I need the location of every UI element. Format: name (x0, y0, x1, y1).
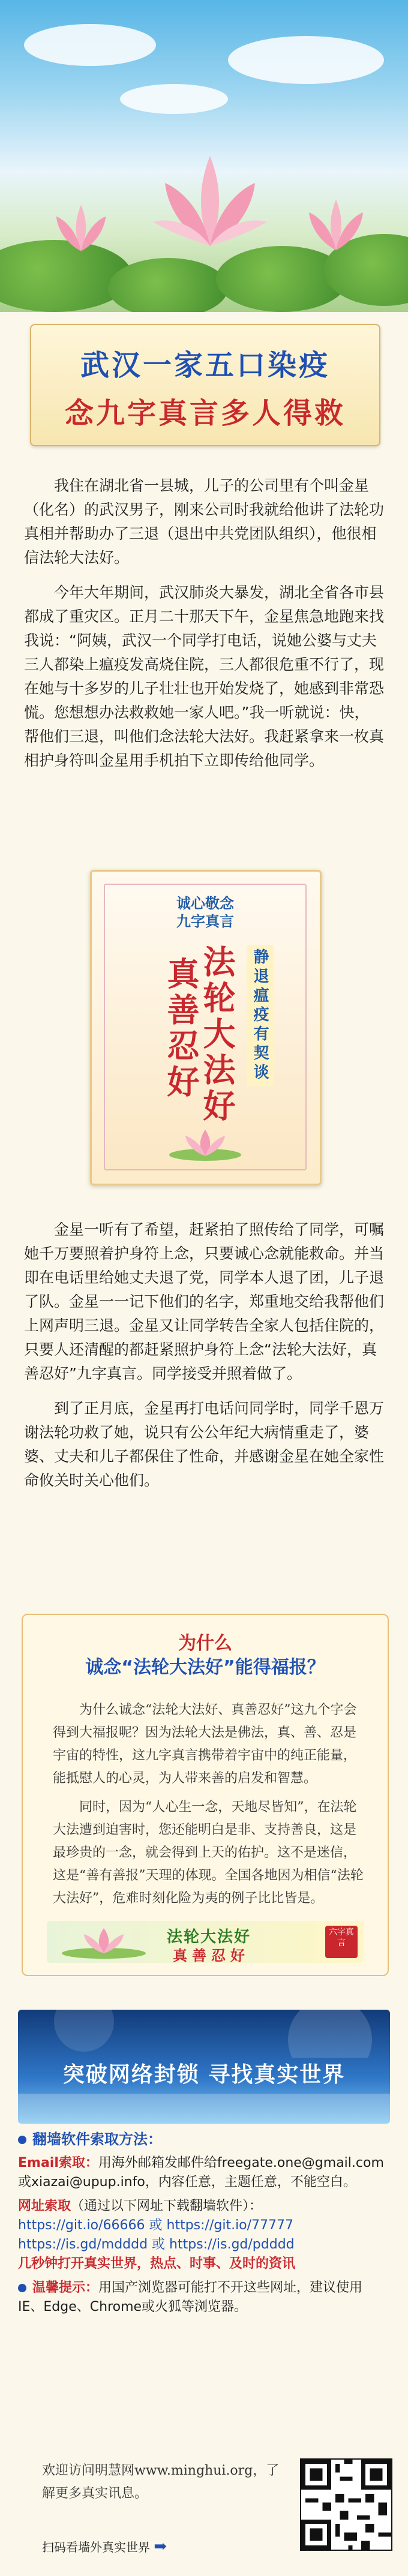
tip-text: 用国产浏览器可能打不开这些网址，建议使用 IE、Edge、Chrome或火狐等浏览器。 (18, 2280, 363, 2314)
info-heading (18, 2130, 390, 2149)
cloud-decoration (120, 84, 228, 114)
why-subheading: 诚念“法轮大法好”能得福报？ (85, 1657, 325, 1678)
lotus-icon (59, 1926, 149, 1959)
tip-label: 温馨提示： (32, 2280, 99, 2295)
amulet-inner (104, 884, 307, 1170)
lotus-leaf (108, 258, 228, 312)
amulet-top-line2: 九字真言 (176, 913, 234, 930)
why-paragraph: 为什么诚念“法轮大法好、真善忍好”这九个字会得到大福报呢？因为法轮大法是佛法，真、善、忍是宇宙的特性，这九字真言携带着宇宙中的纯正能量，能抵慰人的心灵，为人带来善的启发和智慧。 (53, 1703, 357, 1786)
bullet-icon (18, 2284, 26, 2292)
software-info (18, 2130, 390, 2317)
article-paragraph: 到了正月底，金星再打电话问同学时，同学千恩万谢法轮功救了她，说只有公公年纪大病情重走了，婆婆、丈夫和儿子都保住了性命，并感谢金星在她全家性命攸关时关心他们。 (24, 1400, 385, 1489)
web-label: 网址索取 (18, 2199, 71, 2214)
arrow-right-icon: ➡ (154, 2538, 167, 2556)
cloud-decoration (228, 36, 384, 84)
why-banner (47, 1921, 364, 1963)
firewall-banner (18, 2010, 390, 2124)
amulet-card (90, 870, 322, 1185)
page-title-line1: 武汉一家五口染疫 (80, 349, 330, 382)
download-url-2[interactable]: https://is.gd/mdddd 或 https://is.gd/pdddd (18, 2237, 295, 2252)
footer-visit-text: 欢迎访问明慧网www.minghui.org，了解更多真实讯息。 (42, 2463, 280, 2501)
amulet-main-right: 法轮大法好 (198, 945, 236, 1125)
info-heading-text: 翻墙软件索取方法： (32, 2131, 162, 2148)
lotus-flower-icon (300, 192, 372, 258)
email-row (18, 2154, 390, 2192)
amulet-main-left: 真善忍好 (162, 957, 200, 1101)
qr-code-icon[interactable] (300, 2458, 392, 2551)
web-row (18, 2197, 390, 2216)
banner-line2: 真善忍好 (173, 1947, 250, 1964)
lotus-icon (165, 1125, 245, 1161)
footer (18, 2454, 390, 2568)
tip-row (18, 2278, 390, 2317)
globe-graphic-icon (18, 2010, 390, 2058)
seal-stamp: 六字真言 (325, 1926, 358, 1958)
article-paragraph: 金星一听有了希望，赶紧拍了照传给了同学，可嘱她千万要照着护身符上念，只要诚心念就能救命。并当即在电话里给她丈夫退了党，同学本人退了团，儿子退了队。金星一一记下他们的名字，郑重地交给我帮他们上网声明三退。金星又让同学转告全家人包括住院的，只要人还清醒的都赶紧照护身符上念“法轮大法好，真善忍好”九字真言。同学接受并照着做了。 (24, 1221, 385, 1382)
banner-line1: 法轮大法好 (167, 1928, 251, 1946)
why-box (22, 1614, 389, 1976)
page-title-line2: 念九字真言多人得救 (64, 397, 346, 430)
amulet-side-text: 静退瘟疫有契谈 (247, 945, 274, 1086)
why-heading: 为什么 (178, 1633, 232, 1654)
amulet-top-text (105, 894, 305, 930)
why-paragraph: 同时，因为“人心生一念，天地尽皆知”，在法轮大法遭到迫害时，您还能明白是非、支持善良，这是最珍贵的一念，就会得到上天的佑护。这不是迷信，这是“善有善报”天理的体现。全国各地因为相信“法轮大法好”，危难时刻化险为夷的例子比比皆是。 (53, 1800, 364, 1906)
footer-scan-row (42, 2538, 167, 2556)
firewall-banner-text: 突破网络封锁 寻找真实世界 (62, 2062, 346, 2087)
title-panel (30, 324, 380, 446)
download-url-1[interactable]: https://git.io/66666 或 https://git.io/77777 (18, 2218, 294, 2233)
lotus-flower-icon (150, 150, 270, 258)
email-label: Email索取： (18, 2155, 98, 2170)
header-lotus-image (0, 0, 408, 312)
promo-text: 几秒钟打开真实世界，热点、时事、及时的资讯 (18, 2256, 296, 2271)
web-text: （通过以下网址下载翻墙软件）： (71, 2199, 263, 2214)
banner-strip (18, 2094, 390, 2124)
article-body-bottom (24, 1218, 384, 1493)
cloud-decoration (24, 24, 156, 66)
bullet-icon (18, 2136, 26, 2144)
scan-text: 扫码看墙外真实世界 (42, 2540, 150, 2554)
why-body (53, 1699, 365, 1916)
article-body-top (24, 474, 384, 773)
article-paragraph: 今年大年期间，武汉肺炎大暴发，湖北全省各市县都成了重灾区。正月二十那天下午，金星焦急地跑来找我说：“阿姨，武汉一个同学打电话，说她公婆与丈夫三人都染上瘟疫发高烧住院，三人都很危重不行了，现在她与十多岁的儿子壮壮也开始发烧了，她感到非常恐慌。您想想办法救救她一家人吧。”我一听就说：快，帮他们三退，叫他们念法轮大法好。我赶紧拿来一枚真相护身符叫金星用手机拍下立即传给他同学。 (24, 584, 385, 769)
lotus-flower-icon (48, 198, 114, 258)
amulet-top-line1: 诚心敬念 (176, 895, 234, 912)
email-text: 用海外邮箱发邮件给freegate.one@gmail.com或xiazai@upup.info，内容任意，主题任意，不能空白。 (18, 2155, 384, 2190)
article-paragraph: 我住在湖北省一县城，儿子的公司里有个叫金星（化名）的武汉男子，刚来公司时我就给他讲了法轮功真相并帮助办了三退（退出中共党团队组织），他很相信法轮大法好。 (24, 477, 385, 566)
